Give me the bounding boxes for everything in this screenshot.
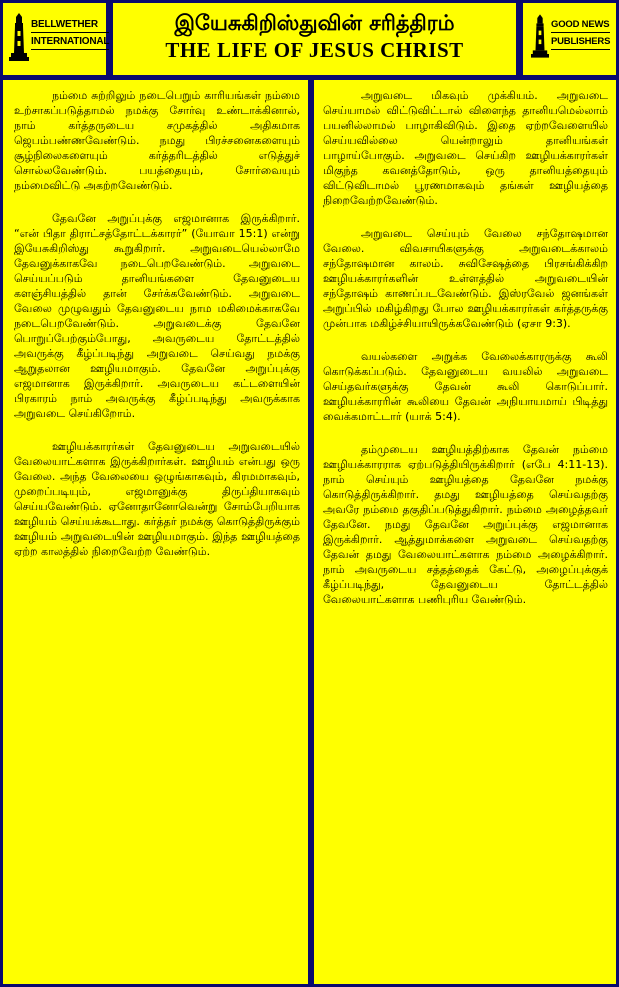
- title-tamil: இயேசுகிறிஸ்துவின் சரித்திரம்: [174, 11, 455, 35]
- paragraph: தம்முடைய ஊழியத்திற்காக தேவன் நம்மை ஊழியக்காரராக ஏற்படுத்தியிருக்கிறார் (எபே 4:11-13). நாம் செய்யும் ஊழியத்தை தேவனே நமக்கு கொடுத்திருக்கிறார். தமது ஊழியத்தை செய்வதற்கு அவரே நம்மை தகுதிப்படுத்துகிறார். நம்மை அழைத்தவர் தேவனே. நமது தேவனே அறுப்புக்கு எஜமானாக இருக்கிறார். ஆத்துமாக்களை அறுவடை செய்வதற்கு தேவன் தமது வேலையாட்களாக நம்மை அழைக்கிறார். நாம் அவருடைய சத்தத்தைக் கேட்டு, அழைப்புக்குக் கீழ்ப்படிந்து, தேவனுடைய தோட்டத்தில் வேலையாட்களாக பணிபுரிய வேண்டும்.: [323, 443, 608, 606]
- tower-icon: [531, 13, 549, 59]
- right-logo-line1: GOOD NEWS: [551, 19, 610, 33]
- paragraph: நம்மை சுற்றிலும் நடைபெறும் காரியங்கள் நம்மை உற்சாகப்படுத்தாமல் நமக்கு சோர்வு உண்டாக்கினால், நாம் கர்த்தருடைய சமுகத்தில் அதிகமாக ஜெபம்பண்ணவேண்டும். நமது பிரச்சனைகளையும் சூழ்நிலைகளையும் கர்த்தரிடத்தில் எடுத்துச் சொல்லவேண்டும். பயத்தையும், சோர்வையும் நம்மைவிட்டு அகற்றவேண்டும்.: [14, 89, 300, 192]
- left-column: [3, 80, 308, 984]
- title-english: THE LIFE OF JESUS CHRIST: [165, 38, 464, 62]
- tower-icon: [9, 13, 29, 61]
- publisher-logo-left: [3, 3, 110, 75]
- paragraph: அறுவடை மிகவும் முக்கியம். அறுவடை செய்யாமல் விட்டுவிட்டால் விளைந்த தானியமெல்லாம் பயனில்லாமல் பாழாகிவிடும். இதை ஏற்றவேளையில் செய்யவில்லை யென்றாலும் தானியங்கள் பாழாய்போகும். அறுவடை செய்கிற ஊழியக்காரர்கள் மிகுந்த கவனத்தோடும், ஒரு தானியத்தையும் விட்டுவிடாமல் பூரணமாகவும் தங்கள் ஊழியத்தை நிறைவேற்றவேண்டும்.: [323, 89, 608, 207]
- page-header: [113, 3, 516, 75]
- paragraph: வயல்களை அறுக்க வேலைக்காரருக்கு கூலி கொடுக்கப்படும். தேவனுடைய வயலில் அறுவடை செய்தவர்களுக்கு தேவன் கூலி கொடுப்பார். ஊழியக்காரரின் கூலியை தேவன் அநியாயமாய் பிடித்து வைக்கமாட்டார் (யாக் 5:4).: [323, 350, 608, 423]
- publisher-logo-right: [523, 3, 616, 75]
- left-logo-line1: BELLWETHER: [31, 19, 109, 33]
- right-column: [314, 80, 616, 984]
- right-logo-line2: PUBLISHERS: [551, 36, 610, 50]
- paragraph: தேவனே அறுப்புக்கு எஜமானாக இருக்கிறார். “என் பிதா திராட்சத்தோட்டக்காரர்” (யோவா 15:1) என்று இயேசுகிறிஸ்து கூறுகிறார். அறுவடையெல்லாமே தேவனுக்காகவே நடைபெறவேண்டும். அறுவடை செய்யப்படும் தானியங்களை தேவனுடைய களஞ்சியத்தில் தான் சேர்க்கவேண்டும். அறுவடை வேலை முழுவதும் தேவனுடைய நாம மகிமைக்காகவே நடைபெறவேண்டும். அறுவடைக்கு தேவனே பொறுப்பேற்கும்போது, அவருடைய தோட்டத்தில் அவருக்கு கீழ்ப்படிந்து அறுவடை செய்வது நமக்கு ஆறுதலான ஊழியமாகும். தேவனே அறுப்புக்கு எஜமானாக இருக்கிறார். அவருடைய கட்டளையின் பிரகாரம் நாம் அவருக்கு கீழ்ப்படிந்து அவருக்காக அறுவடை செய்கிறோம்.: [14, 212, 300, 420]
- paragraph: ஊழியக்காரர்கள் தேவனுடைய அறுவடையில் வேலையாட்களாக இருக்கிறார்கள். ஊழியம் என்பது ஒரு வேலை. அந்த வேலையை ஒழுங்காகவும், கிரமமாகவும், முறைப்படியும், எஜமானுக்கு திருப்தியாகவும் செய்யவேண்டும். ஏனோதானோவென்று சோம்பேறியாக ஊழியம் செய்யக்கூடாது. கர்த்தர் நமக்கு கொடுத்திருக்கும் ஊழியம் அறுவடையின் ஊழியமாகும். இந்த ஊழியத்தை ஏற்ற காலத்தில் நிறைவேற்ற வேண்டும்.: [14, 440, 300, 558]
- left-logo-line2: INTERNATIONAL: [31, 36, 109, 50]
- paragraph: அறுவடை செய்யும் வேலை சந்தோஷமான வேலை. விவசாயிகளுக்கு அறுவடைக்காலம் சந்தோஷமான காலம். சுவிசேஷத்தை பிரசங்கிக்கிற ஊழியக்காரர்களின் உள்ளத்தில் அறுவடையின் சந்தோஷம் காணப்படவேண்டும். இஸ்ரவேல் ஜனங்கள் அறுப்பில் மகிழ்கிறது போல ஊழியக்காரர்கள் கர்த்தருக்கு முன்பாக மகிழ்ச்சியாயிருக்கவேண்டும் (ஏசா 9:3).: [323, 227, 608, 330]
